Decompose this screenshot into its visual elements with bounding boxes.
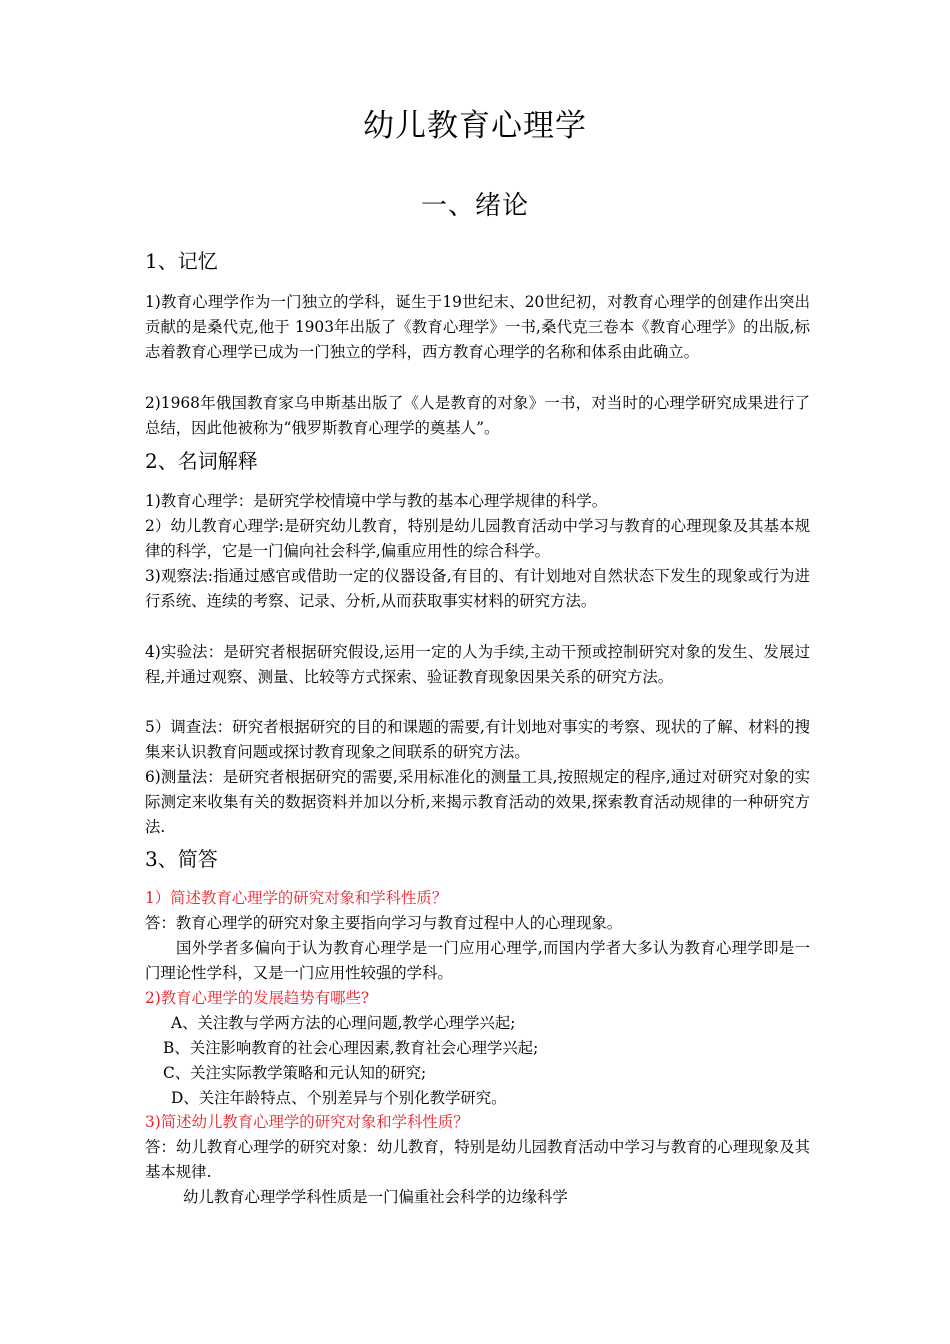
chapter-title: 一、绪论 xyxy=(420,191,529,221)
question-3: 3)简述幼儿教育心理学的研究对象和学科性质？ xyxy=(145,1113,469,1131)
memory-paragraph-2: 2)1968年俄国教育家乌申斯基出版了《人是教育的对象》一书，对当时的心理学研究成果进行了总结，因此他被称为“俄罗斯教育心理学的奠基人”。 xyxy=(145,394,810,438)
term-survey-method: 5）调查法：研究者根据研究的目的和课题的需要,有计划地对事实的考察、现状的了解、材料的搜集来认识教育问题或探讨教育现象之间联系的研究方法。 xyxy=(145,718,810,762)
answer-1-paragraph-2: 国外学者多偏向于认为教育心理学是一门应用心理学,而国内学者大多认为教育心理学即是一门理论性学科，又是一门应用性较强的学科。 xyxy=(145,939,810,983)
term-experiment-method: 4)实验法：是研究者根据研究假设,运用一定的人为手续,主动干预或控制研究对象的发生、发展过程,并通过观察、测量、比较等方式探索、验证教育现象因果关系的研究方法。 xyxy=(145,643,810,687)
question-2: 2)教育心理学的发展趋势有哪些? xyxy=(145,989,370,1007)
term-observation-method: 3)观察法:指通过感官或借助一定的仪器设备,有目的、有计划地对自然状态下发生的现象或行为进行系统、连续的考察、记录、分析,从而获取事实材料的研究方法。 xyxy=(145,567,810,611)
term-preschool-educational-psychology: 2）幼儿教育心理学:是研究幼儿教育，特别是幼儿园教育活动中学习与教育的心理现象及其基本规律的科学，它是一门偏向社会科学,偏重应用性的综合科学。 xyxy=(145,517,810,561)
document-title: 幼儿教育心理学 xyxy=(363,108,587,144)
section-heading-short-answer: 3、简答 xyxy=(145,847,218,871)
question-1: 1）简述教育心理学的研究对象和学科性质？ xyxy=(145,889,448,907)
answer-3-paragraph-1: 答：幼儿教育心理学的研究对象：幼儿教育，特别是幼儿园教育活动中学习与教育的心理现象及其基本规律. xyxy=(145,1138,810,1182)
answer-2-item-d: D、关注年龄特点、个别差异与个别化教学研究。 xyxy=(171,1089,507,1107)
term-educational-psychology: 1)教育心理学：是研究学校情境中学与教的基本心理学规律的科学。 xyxy=(145,492,608,510)
answer-1-line-1: 答：教育心理学的研究对象主要指向学习与教育过程中人的心理现象。 xyxy=(145,914,623,932)
section-heading-terms: 2、名词解释 xyxy=(145,449,258,473)
section-heading-memory: 1、记忆 xyxy=(145,249,218,273)
answer-2-item-a: A、关注教与学两方法的心理问题,教学心理学兴起; xyxy=(171,1014,516,1032)
answer-2-item-b: B、关注影响教育的社会心理因素,教育社会心理学兴起; xyxy=(163,1039,539,1057)
term-measurement-method: 6)测量法：是研究者根据研究的需要,采用标准化的测量工具,按照规定的程序,通过对研究对象的实际测定来收集有关的数据资料并加以分析,来揭示教育活动的效果,探索教育活动规律的一种研究方法. xyxy=(145,768,810,837)
memory-paragraph-1: 1)教育心理学作为一门独立的学科，诞生于19世纪末、20世纪初，对教育心理学的创建作出突出贡献的是桑代克,他于 1903年出版了《教育心理学》一书,桑代克三卷本《教育心理学》的出版,标志着教育心理学已成为一门独立的学科，西方教育心理学的名称和体系由此确立。 xyxy=(145,293,810,362)
answer-3-paragraph-2: 幼儿教育心理学学科性质是一门偏重社会科学的边缘科学 xyxy=(183,1188,568,1206)
answer-2-item-c: C、关注实际教学策略和元认知的研究; xyxy=(163,1064,427,1082)
